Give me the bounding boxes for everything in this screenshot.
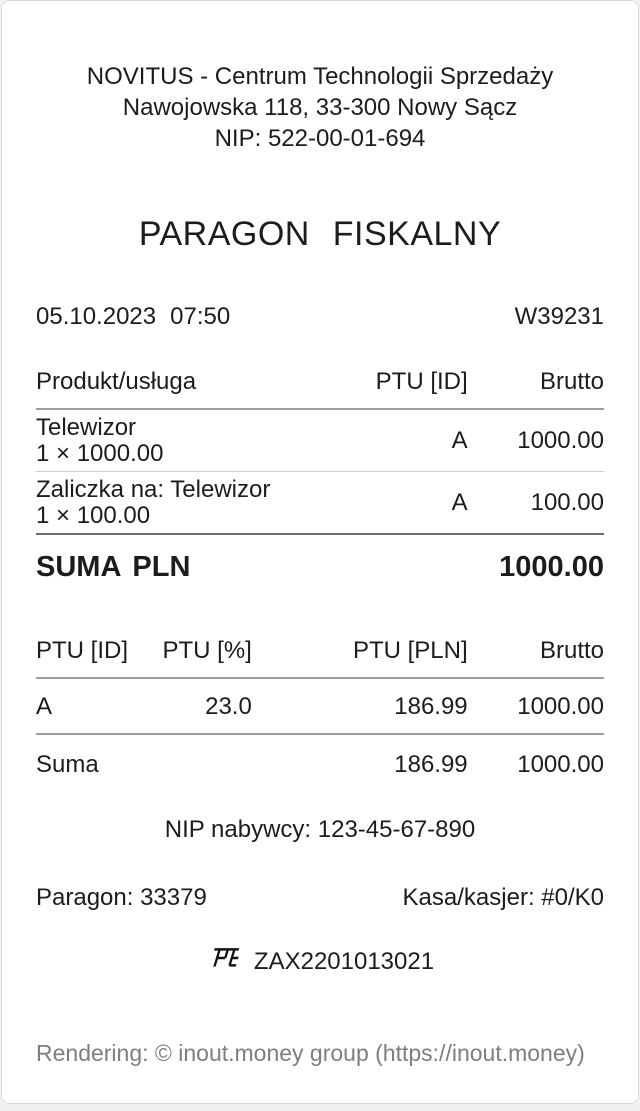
total-currency: PLN bbox=[132, 551, 191, 583]
item-name-qty bbox=[36, 409, 331, 472]
tax-header-row bbox=[36, 637, 604, 678]
item-brutto: 100.00 bbox=[468, 472, 604, 535]
items-header-product: Produkt/usługa bbox=[36, 368, 331, 409]
tax-summary-label: Suma bbox=[36, 751, 99, 778]
item-brutto: 1000.00 bbox=[468, 409, 604, 472]
receipt-number: Paragon: 33379 bbox=[36, 884, 207, 911]
seller-nip: NIP: 522-00-01-694 bbox=[214, 125, 426, 152]
seller-info bbox=[36, 1, 604, 154]
tax-summary-empty bbox=[138, 734, 252, 779]
item-name: Zaliczka na: Telewizor bbox=[36, 476, 271, 503]
tax-summary-tax: 186.99 bbox=[394, 751, 468, 778]
seller-address: Nawojowska 118, 33-300 Nowy Sącz bbox=[122, 94, 518, 121]
tax-summary-row bbox=[36, 734, 604, 779]
total-row bbox=[36, 550, 604, 584]
item-name: Telewizor bbox=[36, 414, 137, 441]
tax-amount: 186.99 bbox=[252, 678, 468, 734]
receipt-title: PARAGON FISKALNY bbox=[138, 215, 502, 253]
item-ptu-id: A bbox=[331, 409, 467, 472]
tax-brutto: 1000.00 bbox=[468, 678, 604, 734]
tax-header-ptu-pln: PTU [PLN] bbox=[252, 637, 468, 678]
items-header-ptu-id: PTU [ID] bbox=[331, 368, 467, 409]
item-ptu-id: A bbox=[331, 472, 467, 535]
seller-name: NOVITUS - Centrum Technologii Sprzedaży bbox=[86, 63, 554, 90]
cashier-info: Kasa/kasjer: #0/K0 bbox=[402, 884, 604, 911]
total-label bbox=[36, 550, 190, 584]
item-qty-price: 1 × 1000.00 bbox=[36, 440, 164, 467]
table-row bbox=[36, 678, 604, 734]
table-row bbox=[36, 409, 604, 472]
tax-header-brutto: Brutto bbox=[468, 637, 604, 678]
total-amount: 1000.00 bbox=[499, 551, 604, 583]
table-row bbox=[36, 472, 604, 535]
fiscal-row bbox=[36, 946, 604, 978]
item-name-qty bbox=[36, 472, 331, 535]
rendering-credit: Rendering: © inout.money group (https://inout.money) bbox=[36, 1040, 585, 1066]
issue-time: 07:50 bbox=[170, 303, 231, 330]
item-qty-price: 1 × 100.00 bbox=[36, 502, 151, 529]
receipt-card bbox=[1, 0, 639, 1104]
tax-id: A bbox=[36, 678, 138, 734]
total-label-text: SUMA bbox=[36, 551, 122, 583]
issue-row bbox=[36, 302, 604, 332]
issue-datetime bbox=[36, 302, 230, 332]
issue-number: W39231 bbox=[514, 303, 604, 330]
items-header-row bbox=[36, 368, 604, 409]
tax-table bbox=[36, 637, 604, 779]
items-table bbox=[36, 368, 604, 535]
tax-rate: 23.0 bbox=[138, 678, 252, 734]
tax-header-ptu-rate: PTU [%] bbox=[138, 637, 252, 678]
issue-date: 05.10.2023 bbox=[36, 303, 157, 330]
tax-header-ptu-id: PTU [ID] bbox=[36, 637, 138, 678]
reference-row bbox=[36, 883, 604, 913]
pl-fiscal-logo-icon bbox=[206, 946, 242, 978]
fiscal-device-number: ZAX2201013021 bbox=[253, 948, 435, 975]
items-header-brutto: Brutto bbox=[468, 368, 604, 409]
tax-summary-brutto: 1000.00 bbox=[517, 751, 604, 778]
buyer-nip: NIP nabywcy: 123-45-67-890 bbox=[164, 816, 476, 843]
